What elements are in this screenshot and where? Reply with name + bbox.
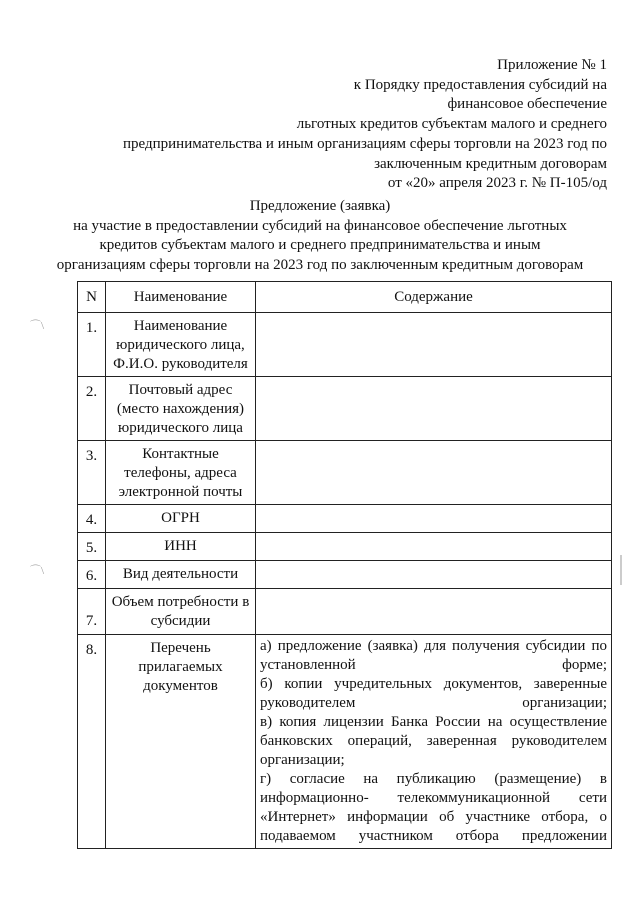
application-table — [77, 281, 612, 849]
appendix-line: заключенным кредитным договорам — [374, 155, 607, 172]
row-number: 4. — [78, 505, 106, 533]
appendix-line: предпринимательства и иным организациям сферы торговли на 2023 год по — [123, 135, 607, 152]
title-line: кредитов субъектам малого и среднего предпринимательства и иным — [99, 237, 541, 253]
table-row — [78, 635, 612, 849]
document-list-item: б) копии учредительных документов, заверенные руководителем организации; — [260, 676, 607, 711]
row-content-cell[interactable] — [256, 533, 612, 561]
row-name: Объем потребности в субсидии — [106, 589, 256, 635]
row-name: ОГРН — [106, 505, 256, 533]
row-number: 3. — [78, 441, 106, 505]
row-content-cell[interactable] — [256, 377, 612, 441]
header-content: Содержание — [256, 282, 612, 313]
table-row — [78, 589, 612, 635]
appendix-line: финансовое обеспечение — [447, 96, 607, 113]
table-row — [78, 533, 612, 561]
scan-mark: ⌒\ — [30, 565, 45, 577]
row-name: Наименование юридического лица, Ф.И.О. руководителя — [106, 313, 256, 377]
header-number: N — [78, 282, 106, 313]
row-name: Контактные телефоны, адреса электронной почты — [106, 441, 256, 505]
row-content-cell[interactable] — [256, 505, 612, 533]
appendix-line: Приложение № 1 — [497, 57, 607, 73]
appendix-header — [0, 56, 607, 194]
table-row — [78, 561, 612, 589]
row-name: Вид деятельности — [106, 561, 256, 589]
document-list-item: в) копия лицензии Банка России на осуществление банковских операций, заверенная руководителем организации; — [260, 714, 607, 768]
row-number: 2. — [78, 377, 106, 441]
row-number: 6. — [78, 561, 106, 589]
title-line: организациям сферы торговли на 2023 год по заключенным кредитным договорам — [56, 256, 584, 273]
row-number: 7. — [78, 589, 106, 635]
row-name: ИНН — [106, 533, 256, 561]
row-content-cell[interactable] — [256, 441, 612, 505]
row-name: Перечень прилагаемых документов — [106, 635, 256, 849]
title-line: Предложение (заявка) — [249, 198, 391, 214]
row-number: 8. — [78, 635, 106, 849]
appendix-line: от «20» апреля 2023 г. № П-105/од — [387, 175, 607, 192]
row-content-cell[interactable] — [256, 313, 612, 377]
document-list-cell — [256, 635, 612, 849]
title-line: на участие в предоставлении субсидий на финансовое обеспечение льготных — [73, 217, 567, 234]
scan-edge-artifact — [620, 555, 622, 585]
table-row — [78, 441, 612, 505]
row-content-cell[interactable] — [256, 589, 612, 635]
scan-mark: ⌒\ — [30, 320, 45, 332]
table-row — [78, 313, 612, 377]
table-header-row — [78, 282, 612, 313]
table-row — [78, 377, 612, 441]
row-content-cell[interactable] — [256, 561, 612, 589]
row-number: 5. — [78, 533, 106, 561]
row-number: 1. — [78, 313, 106, 377]
table-row — [78, 505, 612, 533]
appendix-line: льготных кредитов субъектам малого и среднего — [296, 116, 607, 133]
document-title — [0, 197, 640, 275]
row-name: Почтовый адрес (место нахождения) юридического лица — [106, 377, 256, 441]
appendix-line: к Порядку предоставления субсидий на — [353, 76, 607, 93]
document-list-item: г) согласие на публикацию (размещение) в информационно- телекоммуникационной сети «Интернет» информации об участнике отбора, о подаваемом участником отбора предложении — [260, 771, 607, 844]
header-name: Наименование — [106, 282, 256, 313]
document-list-item: а) предложение (заявка) для получения субсидии по установленной форме; — [260, 638, 607, 673]
